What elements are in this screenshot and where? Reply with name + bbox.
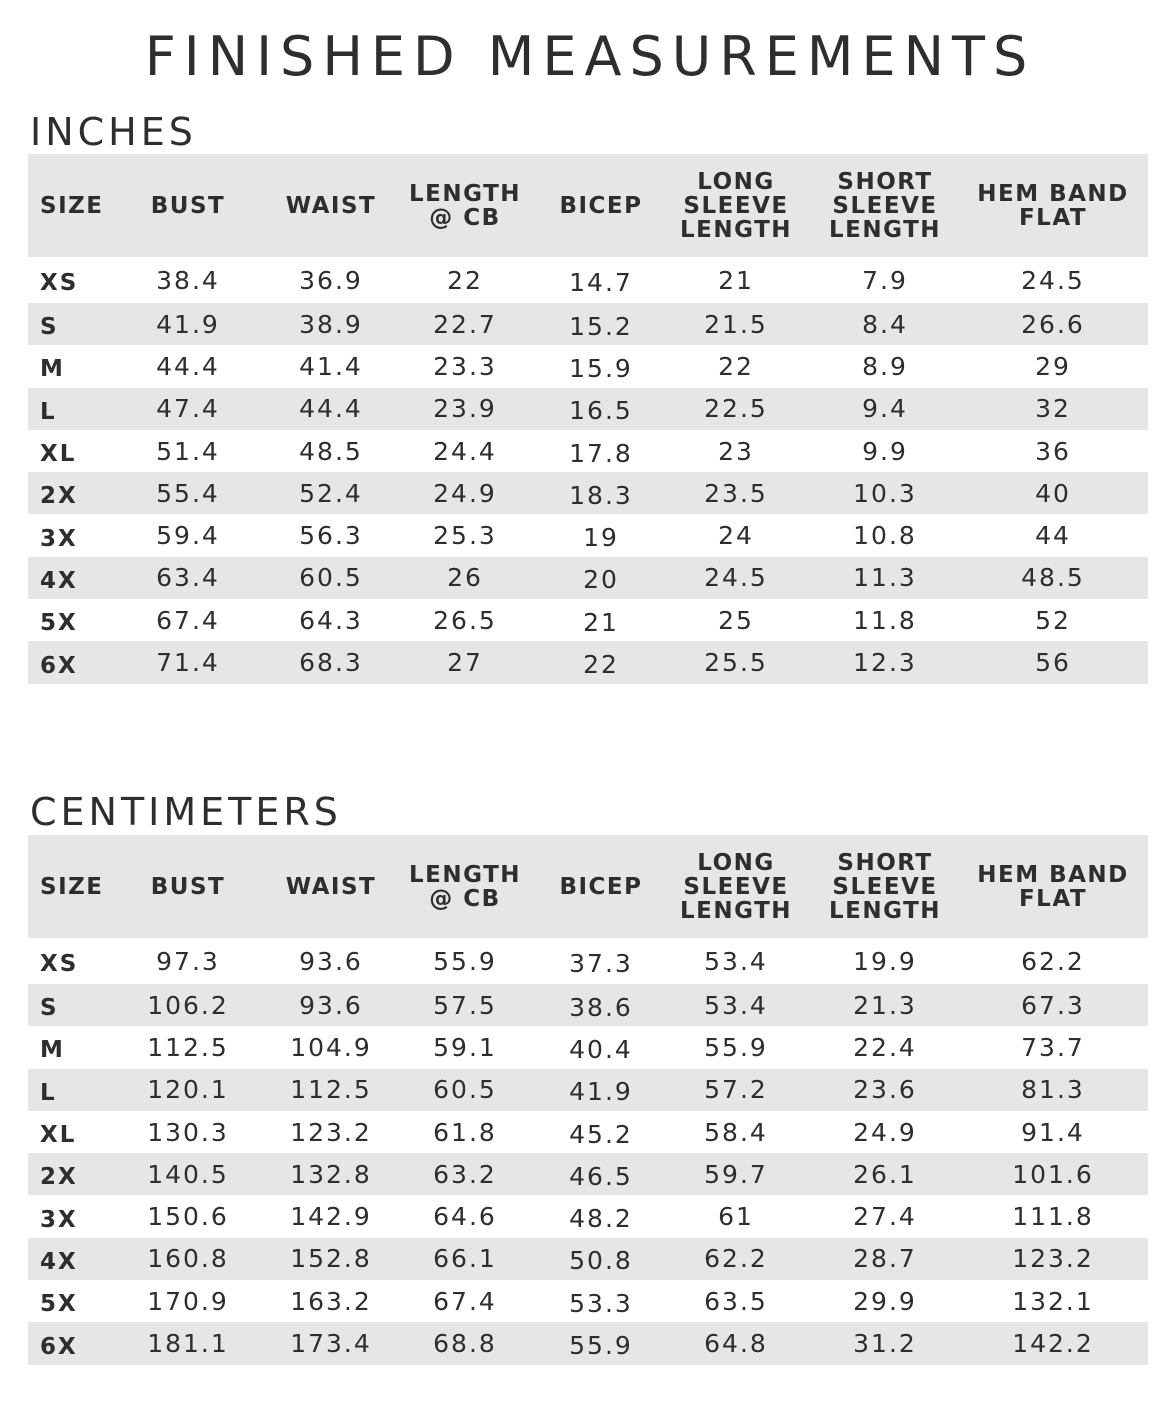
table-row: [28, 430, 1148, 472]
cell-waist: 64.3: [299, 605, 363, 635]
header-waist: WAIST: [285, 192, 377, 219]
cell-short-sleeve-length: 22.4: [853, 1032, 917, 1062]
centimeters-table: [28, 835, 1148, 1365]
cell-long-sleeve-length: 22: [718, 351, 754, 381]
header-hem-band-flat: HEM BAND FLAT: [977, 861, 1129, 912]
cell-bust: 47.4: [156, 394, 220, 424]
cell-hem-band-flat: 111.8: [1012, 1202, 1094, 1232]
cell-length-cb: 66.1: [433, 1244, 497, 1274]
cell-short-sleeve-length: 7.9: [862, 265, 908, 295]
cell-length-cb: 64.6: [433, 1202, 497, 1232]
cell-hem-band-flat: 56: [1035, 648, 1071, 678]
header-bust: BUST: [150, 192, 226, 219]
cell-bust: 38.4: [156, 265, 220, 295]
cell-bicep: 17.8: [569, 438, 633, 468]
size-label: 3X: [40, 1206, 78, 1233]
cell-bicep: 16.5: [569, 396, 633, 426]
table-row: [28, 1238, 1148, 1280]
table-header: [28, 835, 1148, 938]
cell-hem-band-flat: 62.2: [1021, 946, 1085, 976]
cell-bust: 55.4: [156, 478, 220, 508]
cell-hem-band-flat: 36: [1035, 436, 1071, 466]
cell-bust: 130.3: [147, 1117, 229, 1147]
cell-long-sleeve-length: 21: [718, 265, 754, 295]
header-waist: WAIST: [285, 873, 377, 900]
cell-long-sleeve-length: 24: [718, 521, 754, 551]
size-label: S: [40, 314, 59, 341]
cell-hem-band-flat: 24.5: [1021, 265, 1085, 295]
cell-length-cb: 67.4: [433, 1286, 497, 1316]
cell-long-sleeve-length: 23: [718, 436, 754, 466]
table-row: [28, 1322, 1148, 1364]
cell-waist: 41.4: [299, 351, 363, 381]
cell-short-sleeve-length: 10.8: [853, 521, 917, 551]
cell-bicep: 15.2: [569, 311, 633, 341]
cell-short-sleeve-length: 11.8: [853, 605, 917, 635]
cell-short-sleeve-length: 9.4: [862, 394, 908, 424]
cell-waist: 93.6: [299, 990, 363, 1020]
header-bust: BUST: [150, 873, 226, 900]
cell-bicep: 15.9: [569, 353, 633, 383]
cell-short-sleeve-length: 23.6: [853, 1075, 917, 1105]
cell-bust: 67.4: [156, 605, 220, 635]
cell-bicep: 37.3: [569, 948, 633, 978]
cell-long-sleeve-length: 22.5: [704, 394, 768, 424]
cell-length-cb: 55.9: [433, 946, 497, 976]
cell-bicep: 20: [583, 565, 619, 595]
table-row: [28, 1153, 1148, 1195]
table-row: [28, 1195, 1148, 1237]
table-row: [28, 472, 1148, 514]
cell-length-cb: 25.3: [433, 521, 497, 551]
size-label: M: [40, 356, 65, 383]
cell-bust: 181.1: [147, 1329, 229, 1359]
cell-bicep: 19: [583, 523, 619, 553]
cell-waist: 173.4: [290, 1329, 372, 1359]
cell-waist: 52.4: [299, 478, 363, 508]
cell-bicep: 18.3: [569, 480, 633, 510]
cell-long-sleeve-length: 25: [718, 605, 754, 635]
cell-hem-band-flat: 101.6: [1012, 1159, 1094, 1189]
cell-bicep: 38.6: [569, 992, 633, 1022]
cell-bicep: 50.8: [569, 1246, 633, 1276]
size-label: XS: [40, 951, 79, 977]
cell-bicep: 53.3: [569, 1288, 633, 1318]
cell-length-cb: 60.5: [433, 1075, 497, 1105]
cell-bicep: 21: [583, 607, 619, 637]
cell-short-sleeve-length: 21.3: [853, 990, 917, 1020]
size-label: L: [40, 1079, 57, 1106]
cell-length-cb: 68.8: [433, 1329, 497, 1359]
cell-length-cb: 23.9: [433, 394, 497, 424]
cell-long-sleeve-length: 57.2: [704, 1075, 768, 1105]
size-label: 6X: [40, 1333, 78, 1360]
cell-long-sleeve-length: 55.9: [704, 1032, 768, 1062]
table-row: [28, 938, 1148, 984]
table-row: [28, 984, 1148, 1026]
cell-waist: 152.8: [290, 1244, 372, 1274]
cell-hem-band-flat: 67.3: [1021, 990, 1085, 1020]
cell-bust: 150.6: [147, 1202, 229, 1232]
cell-waist: 44.4: [299, 394, 363, 424]
cell-hem-band-flat: 44: [1035, 521, 1071, 551]
cell-waist: 93.6: [299, 946, 363, 976]
cell-long-sleeve-length: 53.4: [704, 946, 768, 976]
cell-hem-band-flat: 142.2: [1012, 1329, 1094, 1359]
cell-hem-band-flat: 29: [1035, 351, 1071, 381]
cell-bicep: 40.4: [569, 1034, 633, 1064]
table-row: [28, 345, 1148, 387]
cell-waist: 36.9: [299, 265, 363, 295]
cell-waist: 104.9: [290, 1032, 372, 1062]
cell-bust: 63.4: [156, 563, 220, 593]
table-row: [28, 388, 1148, 430]
cell-waist: 48.5: [299, 436, 363, 466]
header-hem-band-flat: HEM BAND FLAT: [977, 180, 1129, 231]
table-row: [28, 1280, 1148, 1322]
cell-hem-band-flat: 32: [1035, 394, 1071, 424]
cell-short-sleeve-length: 26.1: [853, 1159, 917, 1189]
size-label: XS: [40, 270, 79, 296]
cell-long-sleeve-length: 62.2: [704, 1244, 768, 1274]
cell-short-sleeve-length: 10.3: [853, 478, 917, 508]
cell-bicep: 41.9: [569, 1077, 633, 1107]
cell-length-cb: 63.2: [433, 1159, 497, 1189]
cell-bicep: 48.2: [569, 1204, 633, 1234]
cell-waist: 56.3: [299, 521, 363, 551]
cell-short-sleeve-length: 24.9: [853, 1117, 917, 1147]
cell-waist: 112.5: [290, 1075, 372, 1105]
cell-hem-band-flat: 73.7: [1021, 1032, 1085, 1062]
size-label: 4X: [40, 1248, 78, 1275]
cell-bust: 71.4: [156, 648, 220, 678]
cell-waist: 142.9: [290, 1202, 372, 1232]
size-label: M: [40, 1037, 65, 1064]
cell-length-cb: 24.9: [433, 478, 497, 508]
cell-short-sleeve-length: 19.9: [853, 946, 917, 976]
cell-long-sleeve-length: 25.5: [704, 648, 768, 678]
section-title-centimeters: CENTIMETERS: [30, 790, 342, 834]
header-bicep: BICEP: [559, 873, 643, 900]
table-row: [28, 641, 1148, 683]
cell-long-sleeve-length: 61: [718, 1202, 754, 1232]
cell-hem-band-flat: 26.6: [1021, 309, 1085, 339]
cell-hem-band-flat: 132.1: [1012, 1286, 1094, 1316]
header-length-cb: LENGTH @ CB: [408, 180, 522, 231]
table-row: [28, 514, 1148, 556]
cell-length-cb: 24.4: [433, 436, 497, 466]
size-label: 2X: [40, 1164, 78, 1191]
table-row: [28, 1069, 1148, 1111]
size-label: L: [40, 398, 57, 425]
cell-bust: 170.9: [147, 1286, 229, 1316]
cell-bust: 112.5: [147, 1032, 229, 1062]
inches-table: [28, 154, 1148, 684]
size-label: 4X: [40, 567, 78, 594]
cell-hem-band-flat: 123.2: [1012, 1244, 1094, 1274]
cell-bicep: 55.9: [569, 1331, 633, 1361]
size-label: 6X: [40, 652, 78, 679]
cell-length-cb: 59.1: [433, 1032, 497, 1062]
header-short-sleeve-length: SHORT SLEEVE LENGTH: [828, 849, 942, 924]
table-row: [28, 257, 1148, 303]
cell-bust: 160.8: [147, 1244, 229, 1274]
size-label: S: [40, 995, 59, 1022]
cell-length-cb: 57.5: [433, 990, 497, 1020]
header-length-cb: LENGTH @ CB: [408, 861, 522, 912]
cell-hem-band-flat: 48.5: [1021, 563, 1085, 593]
table-row: [28, 303, 1148, 345]
cell-bust: 51.4: [156, 436, 220, 466]
cell-short-sleeve-length: 8.4: [862, 309, 908, 339]
table-row: [28, 1026, 1148, 1068]
cell-bust: 106.2: [147, 990, 229, 1020]
cell-waist: 38.9: [299, 309, 363, 339]
cell-bust: 97.3: [156, 946, 220, 976]
size-label: 3X: [40, 525, 78, 552]
cell-bicep: 45.2: [569, 1119, 633, 1149]
cell-bust: 120.1: [147, 1075, 229, 1105]
table-row: [28, 1111, 1148, 1153]
header-size: SIZE: [40, 192, 104, 219]
cell-short-sleeve-length: 12.3: [853, 648, 917, 678]
size-label: 5X: [40, 1291, 78, 1318]
cell-length-cb: 26.5: [433, 605, 497, 635]
table-row: [28, 599, 1148, 641]
cell-long-sleeve-length: 64.8: [704, 1329, 768, 1359]
cell-waist: 68.3: [299, 648, 363, 678]
cell-waist: 123.2: [290, 1117, 372, 1147]
page-title: FINISHED MEASUREMENTS: [144, 25, 1036, 88]
cell-hem-band-flat: 40: [1035, 478, 1071, 508]
size-label: XL: [40, 1122, 77, 1149]
cell-long-sleeve-length: 63.5: [704, 1286, 768, 1316]
cell-hem-band-flat: 52: [1035, 605, 1071, 635]
header-size: SIZE: [40, 873, 104, 900]
header-short-sleeve-length: SHORT SLEEVE LENGTH: [828, 168, 942, 243]
cell-waist: 163.2: [290, 1286, 372, 1316]
cell-waist: 60.5: [299, 563, 363, 593]
cell-length-cb: 61.8: [433, 1117, 497, 1147]
cell-short-sleeve-length: 11.3: [853, 563, 917, 593]
header-bicep: BICEP: [559, 192, 643, 219]
cell-bust: 59.4: [156, 521, 220, 551]
cell-long-sleeve-length: 53.4: [704, 990, 768, 1020]
cell-length-cb: 22: [447, 265, 483, 295]
cell-length-cb: 26: [447, 563, 483, 593]
cell-short-sleeve-length: 8.9: [862, 351, 908, 381]
table-header: [28, 154, 1148, 257]
size-label: 5X: [40, 610, 78, 637]
cell-short-sleeve-length: 28.7: [853, 1244, 917, 1274]
cell-long-sleeve-length: 58.4: [704, 1117, 768, 1147]
table-row: [28, 557, 1148, 599]
cell-length-cb: 27: [447, 648, 483, 678]
cell-hem-band-flat: 91.4: [1021, 1117, 1085, 1147]
header-long-sleeve-length: LONG SLEEVE LENGTH: [679, 168, 793, 243]
cell-short-sleeve-length: 27.4: [853, 1202, 917, 1232]
cell-bicep: 14.7: [569, 267, 633, 297]
cell-short-sleeve-length: 31.2: [853, 1329, 917, 1359]
cell-bicep: 46.5: [569, 1161, 633, 1191]
cell-long-sleeve-length: 21.5: [704, 309, 768, 339]
cell-length-cb: 22.7: [433, 309, 497, 339]
cell-bust: 41.9: [156, 309, 220, 339]
size-label: 2X: [40, 483, 78, 510]
cell-short-sleeve-length: 9.9: [862, 436, 908, 466]
cell-bust: 44.4: [156, 351, 220, 381]
cell-bust: 140.5: [147, 1159, 229, 1189]
cell-short-sleeve-length: 29.9: [853, 1286, 917, 1316]
size-label: XL: [40, 441, 77, 468]
section-title-inches: INCHES: [30, 110, 197, 154]
cell-long-sleeve-length: 24.5: [704, 563, 768, 593]
header-long-sleeve-length: LONG SLEEVE LENGTH: [679, 849, 793, 924]
cell-hem-band-flat: 81.3: [1021, 1075, 1085, 1105]
cell-bicep: 22: [583, 650, 619, 680]
cell-length-cb: 23.3: [433, 351, 497, 381]
cell-waist: 132.8: [290, 1159, 372, 1189]
cell-long-sleeve-length: 59.7: [704, 1159, 768, 1189]
cell-long-sleeve-length: 23.5: [704, 478, 768, 508]
